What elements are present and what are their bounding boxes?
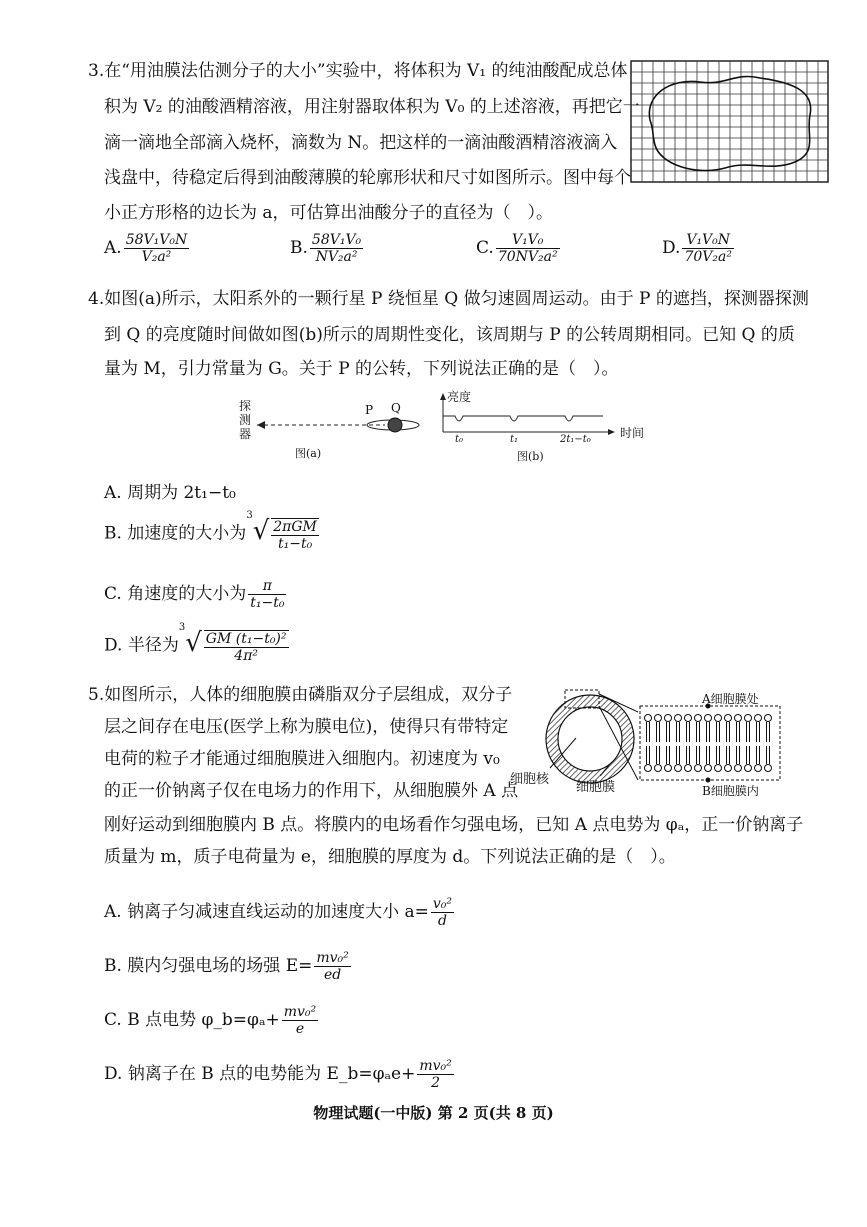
q3-option-a: A. $\frac{\text{58V₁V₀N}}{\text{V₂a²}}$ xyxy=(104,232,188,265)
time-axis-label: 时间 xyxy=(620,426,645,440)
lipid-head-outer xyxy=(735,715,742,722)
lipid-head-outer xyxy=(715,715,722,722)
lipid-tail-inner xyxy=(647,746,650,764)
lipid-head-inner xyxy=(665,765,672,772)
lipid-tail-outer xyxy=(667,722,670,742)
lipid-head-inner xyxy=(745,765,752,772)
lipid-head-inner xyxy=(645,765,652,772)
lipid-head-outer xyxy=(665,715,672,722)
membrane-label: 细胞膜 xyxy=(576,780,616,795)
lipid-head-outer xyxy=(675,715,682,722)
q5-option-c: C. B 点电势 φ_b=φₐ+ $\frac{\text{mv₀²}}{e}$ xyxy=(104,1004,317,1037)
lipid-tail-outer xyxy=(657,722,660,742)
q3-d-numerator: V₁V₀N xyxy=(682,232,734,249)
q5-line-2: 层之间存在电压(医学上称为膜电位)，使得只有带特定 xyxy=(104,717,509,737)
lipid-head-inner xyxy=(725,765,732,772)
lipid-tail-inner xyxy=(747,746,750,764)
q5-option-b: B. 膜内匀强电场的场强 E= $\frac{\text{mv₀²}}{ed}$ xyxy=(104,950,349,983)
lipid-head-outer xyxy=(655,715,662,722)
q3-option-d: D. $\frac{\text{V₁V₀N}}{\text{70V₂a²}}$ xyxy=(662,232,732,265)
lipid-head-inner xyxy=(705,765,712,772)
q4-line-1: 4.如图(a)所示，太阳系外的一颗行星 P 绕恒星 Q 做匀速圆周运动。由于 P 的遮挡，探测器探测 xyxy=(88,289,809,309)
q3-b-numerator: 58V₁V₀ xyxy=(311,232,362,248)
q3-line-5: 小正方形格的边长为 a，可估算出油酸分子的直径为（ ）。 xyxy=(104,203,554,223)
q4-line-3: 量为 M，引力常量为 G。关于 P 的公转，下列说法正确的是（ ）。 xyxy=(104,359,619,379)
page-footer: 物理试题(一中版) 第 2 页(共 8 页) xyxy=(313,1104,554,1122)
lipid-tail-inner xyxy=(727,746,730,764)
q5-line-3: 电荷的粒子才能通过细胞膜进入细胞内。初速度为 v₀ xyxy=(104,749,500,769)
lipid-head-inner xyxy=(715,765,722,772)
lipid-head-outer xyxy=(705,715,712,722)
lipid-tail-inner xyxy=(717,746,720,764)
tick-t0: t₀ xyxy=(455,434,464,445)
label-b-inside: B细胞膜内 xyxy=(702,784,759,798)
q4-option-c: C. 角速度的大小为 $\frac{\pi}{\text{t₁−t₀}}$ xyxy=(104,578,285,611)
q3-line-1: 3.在“用油膜法估测分子的大小”实验中，将体积为 V₁ 的纯油酸配成总体 xyxy=(88,61,628,81)
q3-d-denominator: 70V₂a² xyxy=(684,249,732,265)
lipid-head-inner xyxy=(685,765,692,772)
lipid-tail-outer xyxy=(747,722,750,742)
q5-option-d: D. 钠离子在 B 点的电势能为 E_b=φₐe+ $\frac{\text{mv₀²}}{2}$ xyxy=(104,1058,452,1091)
q3-line-4: 浅盘中，待稳定后得到油酸薄膜的轮廓形状和尺寸如图所示。图中每个 xyxy=(104,168,631,188)
tick-t1: t₁ xyxy=(510,434,519,445)
q5-line-1: 5.如图所示，人体的细胞膜由磷脂双分子层组成，双分子 xyxy=(88,685,513,705)
lipid-tail-inner xyxy=(677,746,680,764)
detector-label: 探测器 xyxy=(239,399,252,441)
lipid-head-outer xyxy=(695,715,702,722)
lipid-tail-inner xyxy=(757,746,760,764)
q4-option-a: A. 周期为 2t₁−t₀ xyxy=(104,483,236,503)
q3-option-b: B. $\frac{\text{58V₁V₀}}{\text{NV₂a²}}$ xyxy=(290,232,362,265)
q5-option-a: A. 钠离子匀减速直线运动的加速度大小 a= $\frac{\text{v₀²}}{d}$ xyxy=(104,896,453,929)
nucleus-label: 细胞核 xyxy=(510,772,550,787)
lipid-head-outer xyxy=(725,715,732,722)
cell-membrane-figure xyxy=(510,684,790,804)
lipid-tail-inner xyxy=(767,746,770,764)
q3-c-denominator: 70NV₂a² xyxy=(497,249,558,265)
lipid-head-outer xyxy=(685,715,692,722)
figure-a-caption: 图(a) xyxy=(295,447,322,460)
lipid-tail-inner xyxy=(707,746,710,764)
lipid-head-inner xyxy=(655,765,662,772)
lipid-head-inner xyxy=(765,765,772,772)
lipid-tail-inner xyxy=(657,746,660,764)
q3-line-2: 积为 V₂ 的油酸酒精溶液，用注射器取体积为 V₀ 的上述溶液，再把它一 xyxy=(104,97,640,117)
lipid-tail-outer xyxy=(707,722,710,742)
lipid-tail-outer xyxy=(727,722,730,742)
lipid-tail-outer xyxy=(647,722,650,742)
lipid-tail-outer xyxy=(697,722,700,742)
q5-line-4: 的正一价钠离子仅在电场力的作用下，从细胞膜外 A 点 xyxy=(104,781,519,801)
oil-film-grid-figure xyxy=(630,60,830,184)
q4-line-2: 到 Q 的亮度随时间做如图(b)所示的周期性变化，该周期与 P 的公转周期相同。已知 Q 的质 xyxy=(104,325,795,345)
q3-option-c: C. $\frac{\text{V₁V₀}}{\text{70NV₂a²}}$ xyxy=(476,232,558,265)
q5-line-6: 质量为 m，质子电荷量为 e，细胞膜的厚度为 d。下列说法正确的是（ ）。 xyxy=(104,847,676,867)
lipid-tail-outer xyxy=(737,722,740,742)
q3-a-denominator: V₂a² xyxy=(141,249,172,265)
figure-b-caption: 图(b) xyxy=(517,450,544,463)
lipid-tail-outer xyxy=(677,722,680,742)
figure-b xyxy=(435,388,665,468)
lipid-tail-outer xyxy=(757,722,760,742)
q4-option-d: D. 半径为$^3$√ $\frac{\text{GM (t₁−t₀)²}}{\text{4π²}}$ xyxy=(104,622,287,664)
lipid-head-outer xyxy=(645,715,652,722)
brightness-axis-label: 亮度 xyxy=(447,390,472,404)
q4-option-b: B. 加速度的大小为$^3$√ $\frac{\text{2πGM}}{\text{t₁−t₀}}$ xyxy=(104,510,317,552)
q3-a-numerator: 58V₁V₀N xyxy=(125,232,188,248)
tick-2t1-t0: 2t₁−t₀ xyxy=(560,434,591,445)
lipid-head-outer xyxy=(745,715,752,722)
lipid-tail-inner xyxy=(697,746,700,764)
lipid-tail-outer xyxy=(717,722,720,742)
lipid-tail-inner xyxy=(687,746,690,764)
star-q-label: Q xyxy=(391,401,401,415)
q5-line-5: 刚好运动到细胞膜内 B 点。将膜内的电场看作匀强电场，已知 A 点电势为 φₐ，正一价钠离子 xyxy=(104,815,804,835)
lipid-head-inner xyxy=(695,765,702,772)
lipid-head-outer xyxy=(765,715,772,722)
q3-b-denominator: NV₂a² xyxy=(315,249,358,265)
lipid-tail-outer xyxy=(767,722,770,742)
q3-c-numerator: V₁V₀ xyxy=(496,232,560,249)
lipid-tail-outer xyxy=(687,722,690,742)
planet-p-label: P xyxy=(365,403,374,417)
lipid-head-inner xyxy=(755,765,762,772)
label-a-outside: A细胞膜处 xyxy=(702,692,759,706)
lipid-head-inner xyxy=(675,765,682,772)
figure-a xyxy=(235,395,435,465)
lipid-tail-inner xyxy=(667,746,670,764)
lipid-head-outer xyxy=(755,715,762,722)
lipid-head-inner xyxy=(735,765,742,772)
lipid-tail-inner xyxy=(737,746,740,764)
q3-line-3: 滴一滴地全部滴入烧杯，滴数为 N。把这样的一滴油酸酒精溶液滴入 xyxy=(104,133,618,153)
